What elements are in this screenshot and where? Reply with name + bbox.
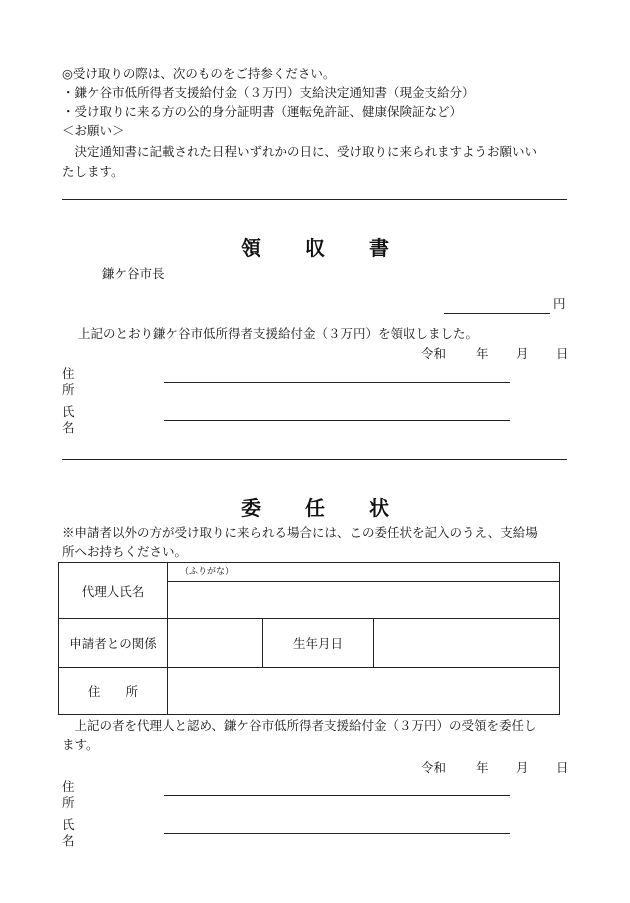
- request-line-1: 決定通知書に記載された日程いずれかの日に、受け取りに来られますようお願いい: [62, 144, 538, 159]
- proxy-date-day: 日: [556, 760, 569, 775]
- receipt-date-year: 年: [476, 346, 489, 361]
- receipt-addressee: 鎌ケ谷市長: [102, 266, 165, 281]
- birthdate-field[interactable]: [374, 619, 560, 668]
- proxy-address-field[interactable]: [164, 779, 510, 796]
- receipt-title-char: 領: [241, 236, 261, 260]
- request-heading: ＜お願い＞: [62, 123, 125, 138]
- proxy-title: [0, 492, 630, 521]
- birthdate-label: 生年月日: [263, 619, 374, 668]
- receipt-name-row: [62, 404, 102, 436]
- furigana-label: （ふりがな）: [180, 567, 235, 577]
- proxy-address-row: [62, 779, 102, 811]
- proxy-note-line-1: ※申請者以外の方が受け取りに来られる場合には、この委任状を記入のうえ、支給場: [62, 525, 538, 540]
- receipt-address-field[interactable]: [164, 366, 510, 383]
- receipt-name-field[interactable]: [164, 404, 510, 421]
- notice-heading: ◎受け取りの際は、次のものをご持参ください。: [62, 66, 336, 81]
- receipt-name-label: 氏名: [62, 404, 85, 435]
- divider-top: [62, 199, 567, 200]
- address-field[interactable]: [168, 668, 560, 715]
- furigana-cell[interactable]: [168, 563, 560, 582]
- notice-item-2: ・受け取りに来る方の公的身分証明書（運転免許証、健康保険証など）: [62, 104, 463, 119]
- proxy-note-line-2: 所へお持ちください。: [62, 544, 188, 559]
- proxy-name-row: [62, 817, 102, 849]
- amount-unit: 円: [553, 296, 566, 311]
- proxy-table: [58, 562, 560, 715]
- amount-field[interactable]: [444, 297, 550, 314]
- receipt-title-char: 書: [369, 236, 389, 260]
- request-line-2: たします。: [62, 164, 124, 179]
- divider-middle: [62, 459, 567, 460]
- proxy-name-field[interactable]: [164, 817, 510, 834]
- proxy-statement-line-2: ます。: [62, 737, 99, 752]
- proxy-statement-line-1: 上記の者を代理人と認め、鎌ケ谷市低所得者支援給付金（３万円）の受領を委任し: [62, 718, 537, 733]
- proxy-date-year: 年: [476, 760, 489, 775]
- receipt-address-label: 住所: [62, 366, 85, 397]
- notice-item-1: ・鎌ケ谷市低所得者支援給付金（３万円）支給決定通知書（現金支給分）: [62, 85, 475, 100]
- receipt-date-day: 日: [556, 346, 569, 361]
- proxy-title-char: 状: [369, 496, 389, 520]
- proxy-title-char: 委: [241, 496, 261, 520]
- agent-name-field[interactable]: [168, 582, 560, 619]
- relationship-label: 申請者との関係: [59, 619, 168, 668]
- receipt-title: [0, 232, 630, 261]
- receipt-statement: 上記のとおり鎌ケ谷市低所得者支援給付金（３万円）を領収しました。: [78, 326, 479, 341]
- receipt-date-era: 令和: [421, 346, 447, 361]
- receipt-address-row: [62, 366, 102, 398]
- address-label: 住 所: [59, 668, 168, 715]
- proxy-name-label: 氏名: [62, 817, 85, 848]
- relationship-field[interactable]: [168, 619, 263, 668]
- proxy-date-month: 月: [516, 760, 529, 775]
- receipt-title-char: 収: [305, 236, 325, 260]
- agent-name-label: 代理人氏名: [59, 563, 168, 619]
- proxy-date-era: 令和: [421, 760, 447, 775]
- proxy-address-label: 住所: [62, 779, 85, 810]
- receipt-date-month: 月: [516, 346, 529, 361]
- proxy-title-char: 任: [305, 496, 325, 520]
